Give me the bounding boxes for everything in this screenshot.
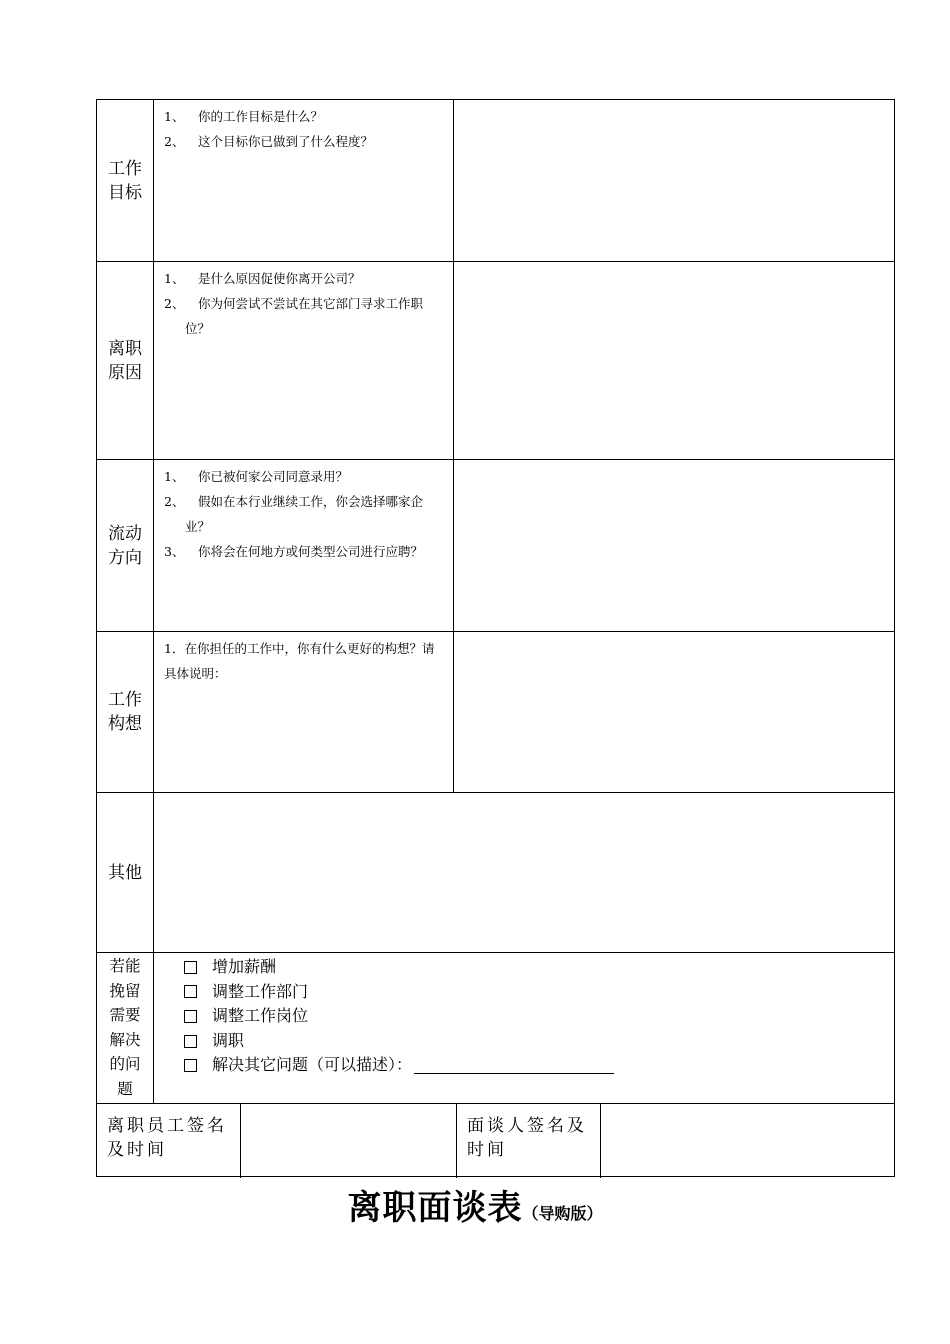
answer-field[interactable] bbox=[454, 632, 894, 792]
title-sub: （导购版） bbox=[522, 1204, 603, 1223]
employee-signature-field[interactable] bbox=[241, 1104, 457, 1178]
checkbox[interactable] bbox=[184, 1059, 197, 1072]
interviewer-signature-label: 面谈人签名及时间 bbox=[457, 1104, 601, 1178]
section-label: 若能挽留需要解决的问题 bbox=[97, 953, 154, 1103]
section-destination bbox=[97, 460, 894, 632]
question-item: 1、 是什么原因促使你离开公司？ bbox=[164, 271, 361, 286]
option-change-department[interactable]: 调整工作部门 bbox=[184, 980, 894, 1005]
question-item: 2、 假如在本行业继续工作，你会选择哪家企业？ bbox=[164, 494, 424, 534]
option-change-position[interactable]: 调整工作岗位 bbox=[184, 1004, 894, 1029]
option-transfer[interactable]: 调职 bbox=[184, 1029, 894, 1054]
section-label: 其他 bbox=[97, 793, 154, 952]
answer-field[interactable] bbox=[454, 460, 894, 631]
section-signatures bbox=[97, 1104, 894, 1178]
option-other-issue[interactable]: 解决其它问题（可以描述）： bbox=[184, 1053, 894, 1078]
employee-signature-label: 离职员工签名及时间 bbox=[97, 1104, 241, 1178]
checkbox[interactable] bbox=[184, 1010, 197, 1023]
interviewer-signature-field[interactable] bbox=[601, 1104, 894, 1178]
question-item: 1．在你担任的工作中，你有什么更好的构想？请具体说明： bbox=[164, 641, 435, 681]
question-item: 3、 你将会在何地方或何类型公司进行应聘？ bbox=[164, 544, 424, 559]
section-leaving-reason bbox=[97, 262, 894, 460]
question-item: 2、 你为何尝试不尝试在其它部门寻求工作职位？ bbox=[164, 296, 424, 336]
exit-interview-form bbox=[96, 99, 895, 1177]
question-list bbox=[154, 632, 454, 792]
answer-field[interactable] bbox=[454, 100, 894, 261]
section-retention bbox=[97, 953, 894, 1104]
question-list bbox=[154, 262, 454, 459]
question-item: 2、 这个目标你已做到了什么程度？ bbox=[164, 134, 374, 149]
title-main: 离职面谈表 bbox=[347, 1188, 523, 1228]
section-work-ideas bbox=[97, 632, 894, 793]
question-list bbox=[154, 460, 454, 631]
section-other bbox=[97, 793, 894, 953]
question-list bbox=[154, 100, 454, 261]
section-label: 流动方向 bbox=[97, 460, 154, 631]
section-label: 离职原因 bbox=[97, 262, 154, 459]
page-title bbox=[0, 1180, 950, 1229]
checkbox[interactable] bbox=[184, 985, 197, 998]
section-label: 工作目标 bbox=[97, 100, 154, 261]
answer-field[interactable] bbox=[154, 793, 894, 952]
section-label: 工作构想 bbox=[97, 632, 154, 792]
section-work-goals bbox=[97, 100, 894, 262]
answer-field[interactable] bbox=[454, 262, 894, 459]
option-raise-salary[interactable]: 增加薪酬 bbox=[184, 955, 894, 980]
question-item: 1、 你的工作目标是什么？ bbox=[164, 109, 324, 124]
checkbox[interactable] bbox=[184, 961, 197, 974]
retention-options bbox=[154, 953, 894, 1103]
checkbox[interactable] bbox=[184, 1035, 197, 1048]
question-item: 1、 你已被何家公司同意录用？ bbox=[164, 469, 349, 484]
other-issue-input[interactable] bbox=[414, 1057, 614, 1074]
